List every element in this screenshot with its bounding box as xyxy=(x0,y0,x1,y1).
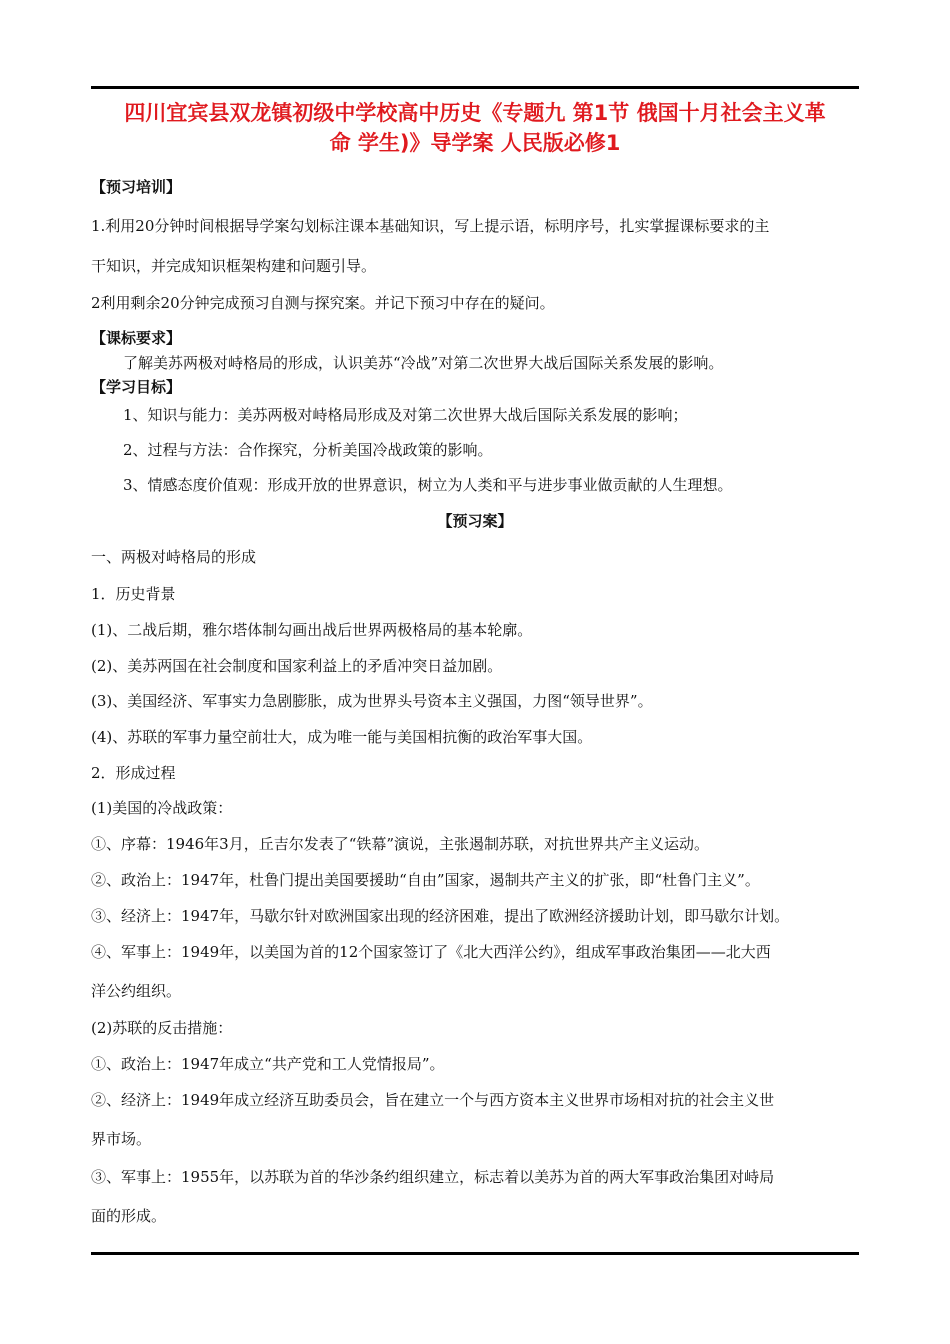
subsection-heading: 2．形成过程 xyxy=(91,764,176,782)
document-title xyxy=(91,98,859,158)
list-heading: (2)苏联的反击措施： xyxy=(91,1019,233,1037)
list-item: ③、军事上：1955年，以苏联为首的华沙条约组织建立，标志着以美苏为首的两大军事政治集团对峙局 xyxy=(91,1168,775,1186)
list-item: ①、政治上：1947年成立“共产党和工人党情报局”。 xyxy=(91,1055,445,1073)
heading-preview-training: 【预习培训】 xyxy=(91,178,182,196)
paragraph: 了解美苏两极对峙格局的形成，认识美苏“冷战”对第二次世界大战后国际关系发展的影响。 xyxy=(123,354,724,372)
goal-item: 1、知识与能力：美苏两极对峙格局形成及对第二次世界大战后国际关系发展的影响； xyxy=(123,406,688,424)
title-line-1: 四川宜宾县双龙镇初级中学校高中历史《专题九 第1节 俄国十月社会主义革 xyxy=(124,101,826,125)
heading-goals: 【学习目标】 xyxy=(91,378,182,396)
heading-curriculum: 【课标要求】 xyxy=(91,329,182,347)
list-item: (1)、二战后期，雅尔塔体制勾画出战后世界两极格局的基本轮廓。 xyxy=(91,621,533,639)
list-item: ②、经济上：1949年成立经济互助委员会，旨在建立一个与西方资本主义世界市场相对抗的社会主义世 xyxy=(91,1091,775,1109)
section-heading: 一、两极对峙格局的形成 xyxy=(91,548,257,566)
goal-item: 2、过程与方法：合作探究，分析美国冷战政策的影响。 xyxy=(123,441,493,459)
list-item: ①、序幕：1946年3月，丘吉尔发表了“铁幕”演说，主张遏制苏联，对抗世界共产主义运动。 xyxy=(91,835,710,853)
list-item: (3)、美国经济、军事实力急剧膨胀，成为世界头号资本主义强国，力图“领导世界”。 xyxy=(91,692,653,710)
title-line-2: 命 学生)》导学案 人民版必修1 xyxy=(329,131,621,155)
list-item-continued: 洋公约组织。 xyxy=(91,982,182,1000)
list-item: ②、政治上：1947年，杜鲁门提出美国要援助“自由”国家，遏制共产主义的扩张，即“杜鲁门主义”。 xyxy=(91,871,760,889)
list-item-continued: 界市场。 xyxy=(91,1130,152,1148)
list-item: (4)、苏联的军事力量空前壮大，成为唯一能与美国相抗衡的政治军事大国。 xyxy=(91,728,593,746)
bottom-rule xyxy=(91,1252,859,1255)
paragraph: 干知识，并完成知识框架构建和问题引导。 xyxy=(91,257,377,275)
goal-item: 3、情感态度价值观：形成开放的世界意识，树立为人类和平与进步事业做贡献的人生理想。 xyxy=(123,476,733,494)
subsection-heading: 1．历史背景 xyxy=(91,585,176,603)
list-heading: (1)美国的冷战政策： xyxy=(91,799,233,817)
top-rule xyxy=(91,86,859,89)
paragraph: 2利用剩余20分钟完成预习自测与探究案。并记下预习中存在的疑问。 xyxy=(91,294,555,312)
list-item: (2)、美苏两国在社会制度和国家利益上的矛盾冲突日益加剧。 xyxy=(91,657,503,675)
heading-preview-case: 【预习案】 xyxy=(437,512,513,530)
list-item: ④、军事上：1949年，以美国为首的12个国家签订了《北大西洋公约》，组成军事政治集团——北大西 xyxy=(91,943,771,961)
paragraph: 1.利用20分钟时间根据导学案勾划标注课本基础知识，写上提示语，标明序号，扎实掌握课标要求的主 xyxy=(91,217,770,235)
list-item: ③、经济上：1947年，马歇尔针对欧洲国家出现的经济困难，提出了欧洲经济援助计划，即马歇尔计划。 xyxy=(91,907,790,925)
list-item-continued: 面的形成。 xyxy=(91,1207,167,1225)
